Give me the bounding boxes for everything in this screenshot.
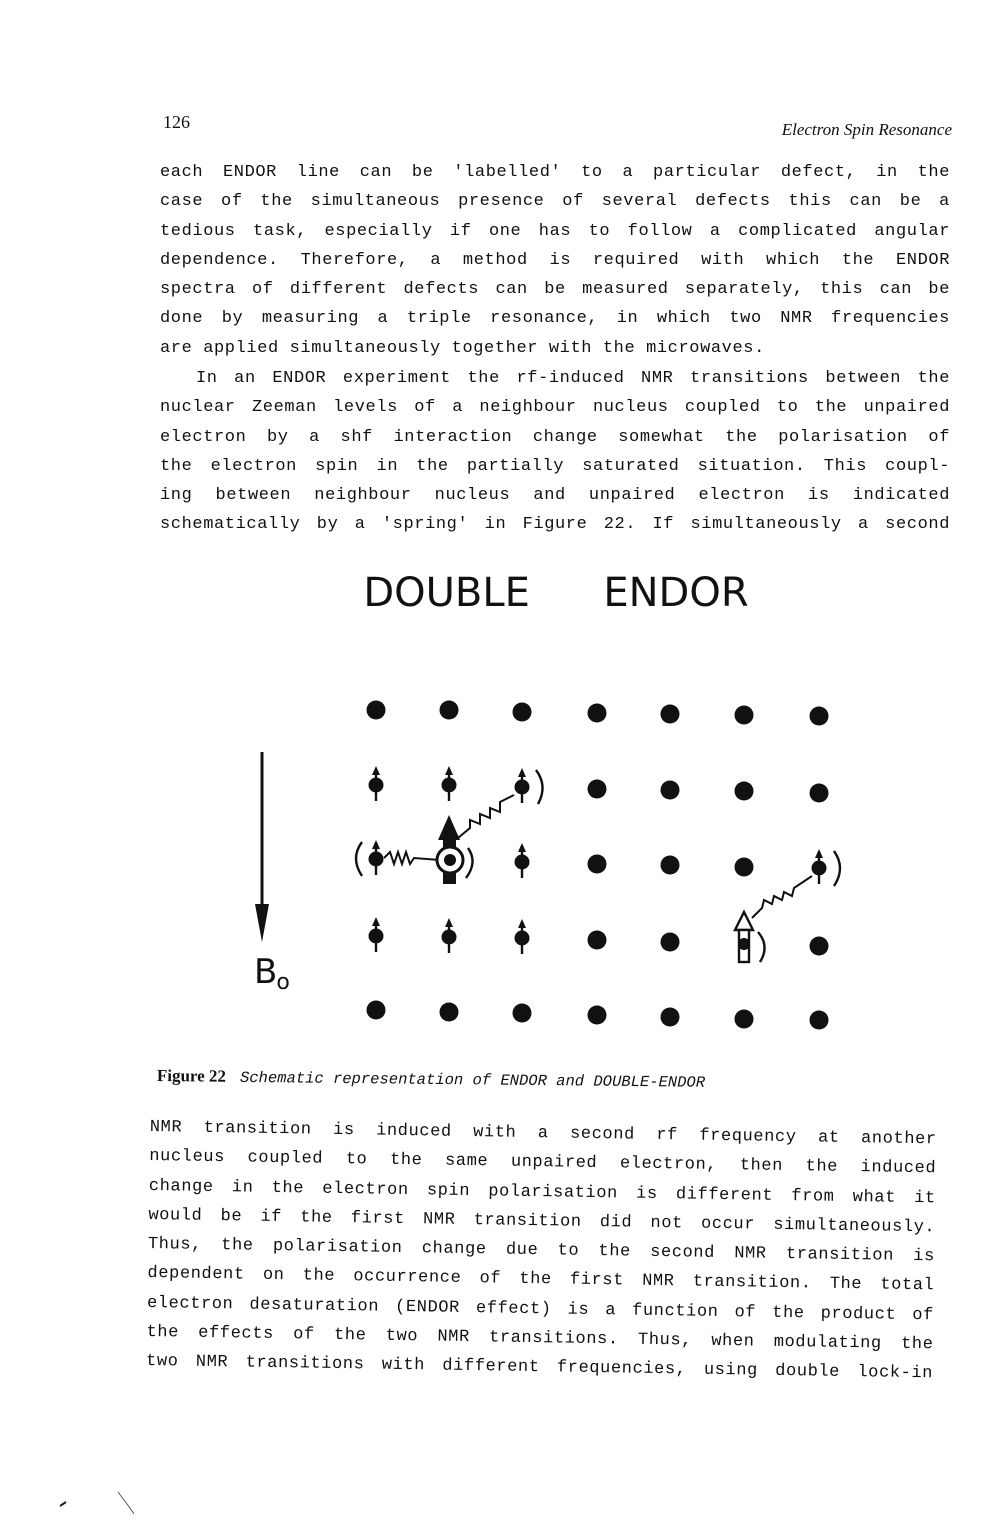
spring-icon: [752, 876, 812, 918]
text-line: dependent on the occurrence of the first NMR transition. The total: [147, 1264, 935, 1296]
text-line: two NMR transitions with different frequencies, using double lock-in: [145, 1352, 934, 1384]
lattice-row-4: [369, 876, 829, 962]
unpaired-electron-icon: [735, 912, 765, 962]
text-line: done by measuring a triple resonance, in which two NMR frequencies: [160, 309, 950, 329]
nuclear-spin-icon: [442, 918, 457, 953]
nuclear-spin-icon: [442, 766, 457, 801]
spring-icon: [384, 852, 440, 864]
text-line: the effects of the two NMR transitions. Thus, when modulating the: [146, 1323, 934, 1355]
nuclear-spin-icon: [812, 849, 827, 884]
text-line: Thus, the polarisation change due to the second NMR transition is: [147, 1235, 935, 1267]
text-line: nuclear Zeeman levels of a neighbour nucleus coupled to the unpaired: [160, 398, 950, 418]
page-number: 126: [163, 112, 190, 132]
text-line: spectra of different defects can be measured separately, this can be: [160, 280, 950, 300]
paragraph-3: [146, 1113, 937, 1389]
text-line: are applied simultaneously together with the microwaves.: [160, 338, 765, 358]
text-line: case of the simultaneous presence of several defects this can be a: [160, 192, 950, 212]
lattice-row-3: [356, 795, 840, 886]
nuclear-spin-icon: [515, 768, 530, 803]
caption-text: Schematic representation of ENDOR and DOUBLE-ENDOR: [239, 1068, 706, 1092]
rf-transition-icon: [834, 851, 840, 886]
text-line: tedious task, especially if one has to follow a complicated angular: [160, 221, 950, 241]
nuclear-spin-icon: [369, 766, 384, 801]
text-line: NMR transition is induced with a second rf frequency at another: [149, 1117, 937, 1150]
lattice-row-5: [367, 1001, 829, 1030]
text-line: each ENDOR line can be 'labelled' to a particular defect, in the: [160, 163, 950, 182]
text-line: electron desaturation (ENDOR effect) is a function of the product of: [146, 1293, 935, 1326]
rf-transition-icon: [536, 770, 543, 804]
scan-marks: [58, 1488, 138, 1518]
nuclear-spin-icon: [369, 840, 384, 875]
text-line: ing between neighbour nucleus and unpaired electron is indicated: [160, 486, 950, 506]
lattice-row-1: [367, 701, 829, 726]
rf-transition-icon: [356, 842, 362, 876]
text-line: electron by a shf interaction change somewhat the polarisation of: [160, 427, 950, 447]
text-line: nucleus coupled to the same unpaired electron, then the induced: [149, 1147, 937, 1179]
spring-icon: [458, 795, 514, 838]
lattice-row-2: [369, 766, 829, 804]
text-line: would be if the first NMR transition did not occur simultaneously.: [148, 1205, 936, 1238]
text-line: change in the electron spin polarisation is different from what it: [148, 1176, 936, 1208]
text-line: In an ENDOR experiment the rf-induced NMR transitions between the: [196, 369, 950, 388]
nuclear-spin-icon: [369, 917, 384, 952]
text-line: dependence. Therefore, a method is required with which the ENDOR: [160, 250, 950, 270]
caption-label: Figure 22: [156, 1066, 227, 1086]
nuclear-spin-icon: [515, 919, 530, 954]
text-line: schematically by a 'spring' in Figure 22. If simultaneously a second: [160, 515, 950, 535]
unpaired-electron-icon: [437, 815, 473, 884]
figure-title: DOUBLE ENDOR: [363, 570, 749, 616]
field-label: $B_o$: [254, 952, 290, 995]
running-title: Electron Spin Resonance: [781, 120, 952, 139]
nuclear-spin-icon: [515, 843, 530, 878]
text-line: the electron spin in the partially saturated situation. This coupl-: [160, 456, 950, 476]
field-arrow-icon: [255, 752, 269, 942]
